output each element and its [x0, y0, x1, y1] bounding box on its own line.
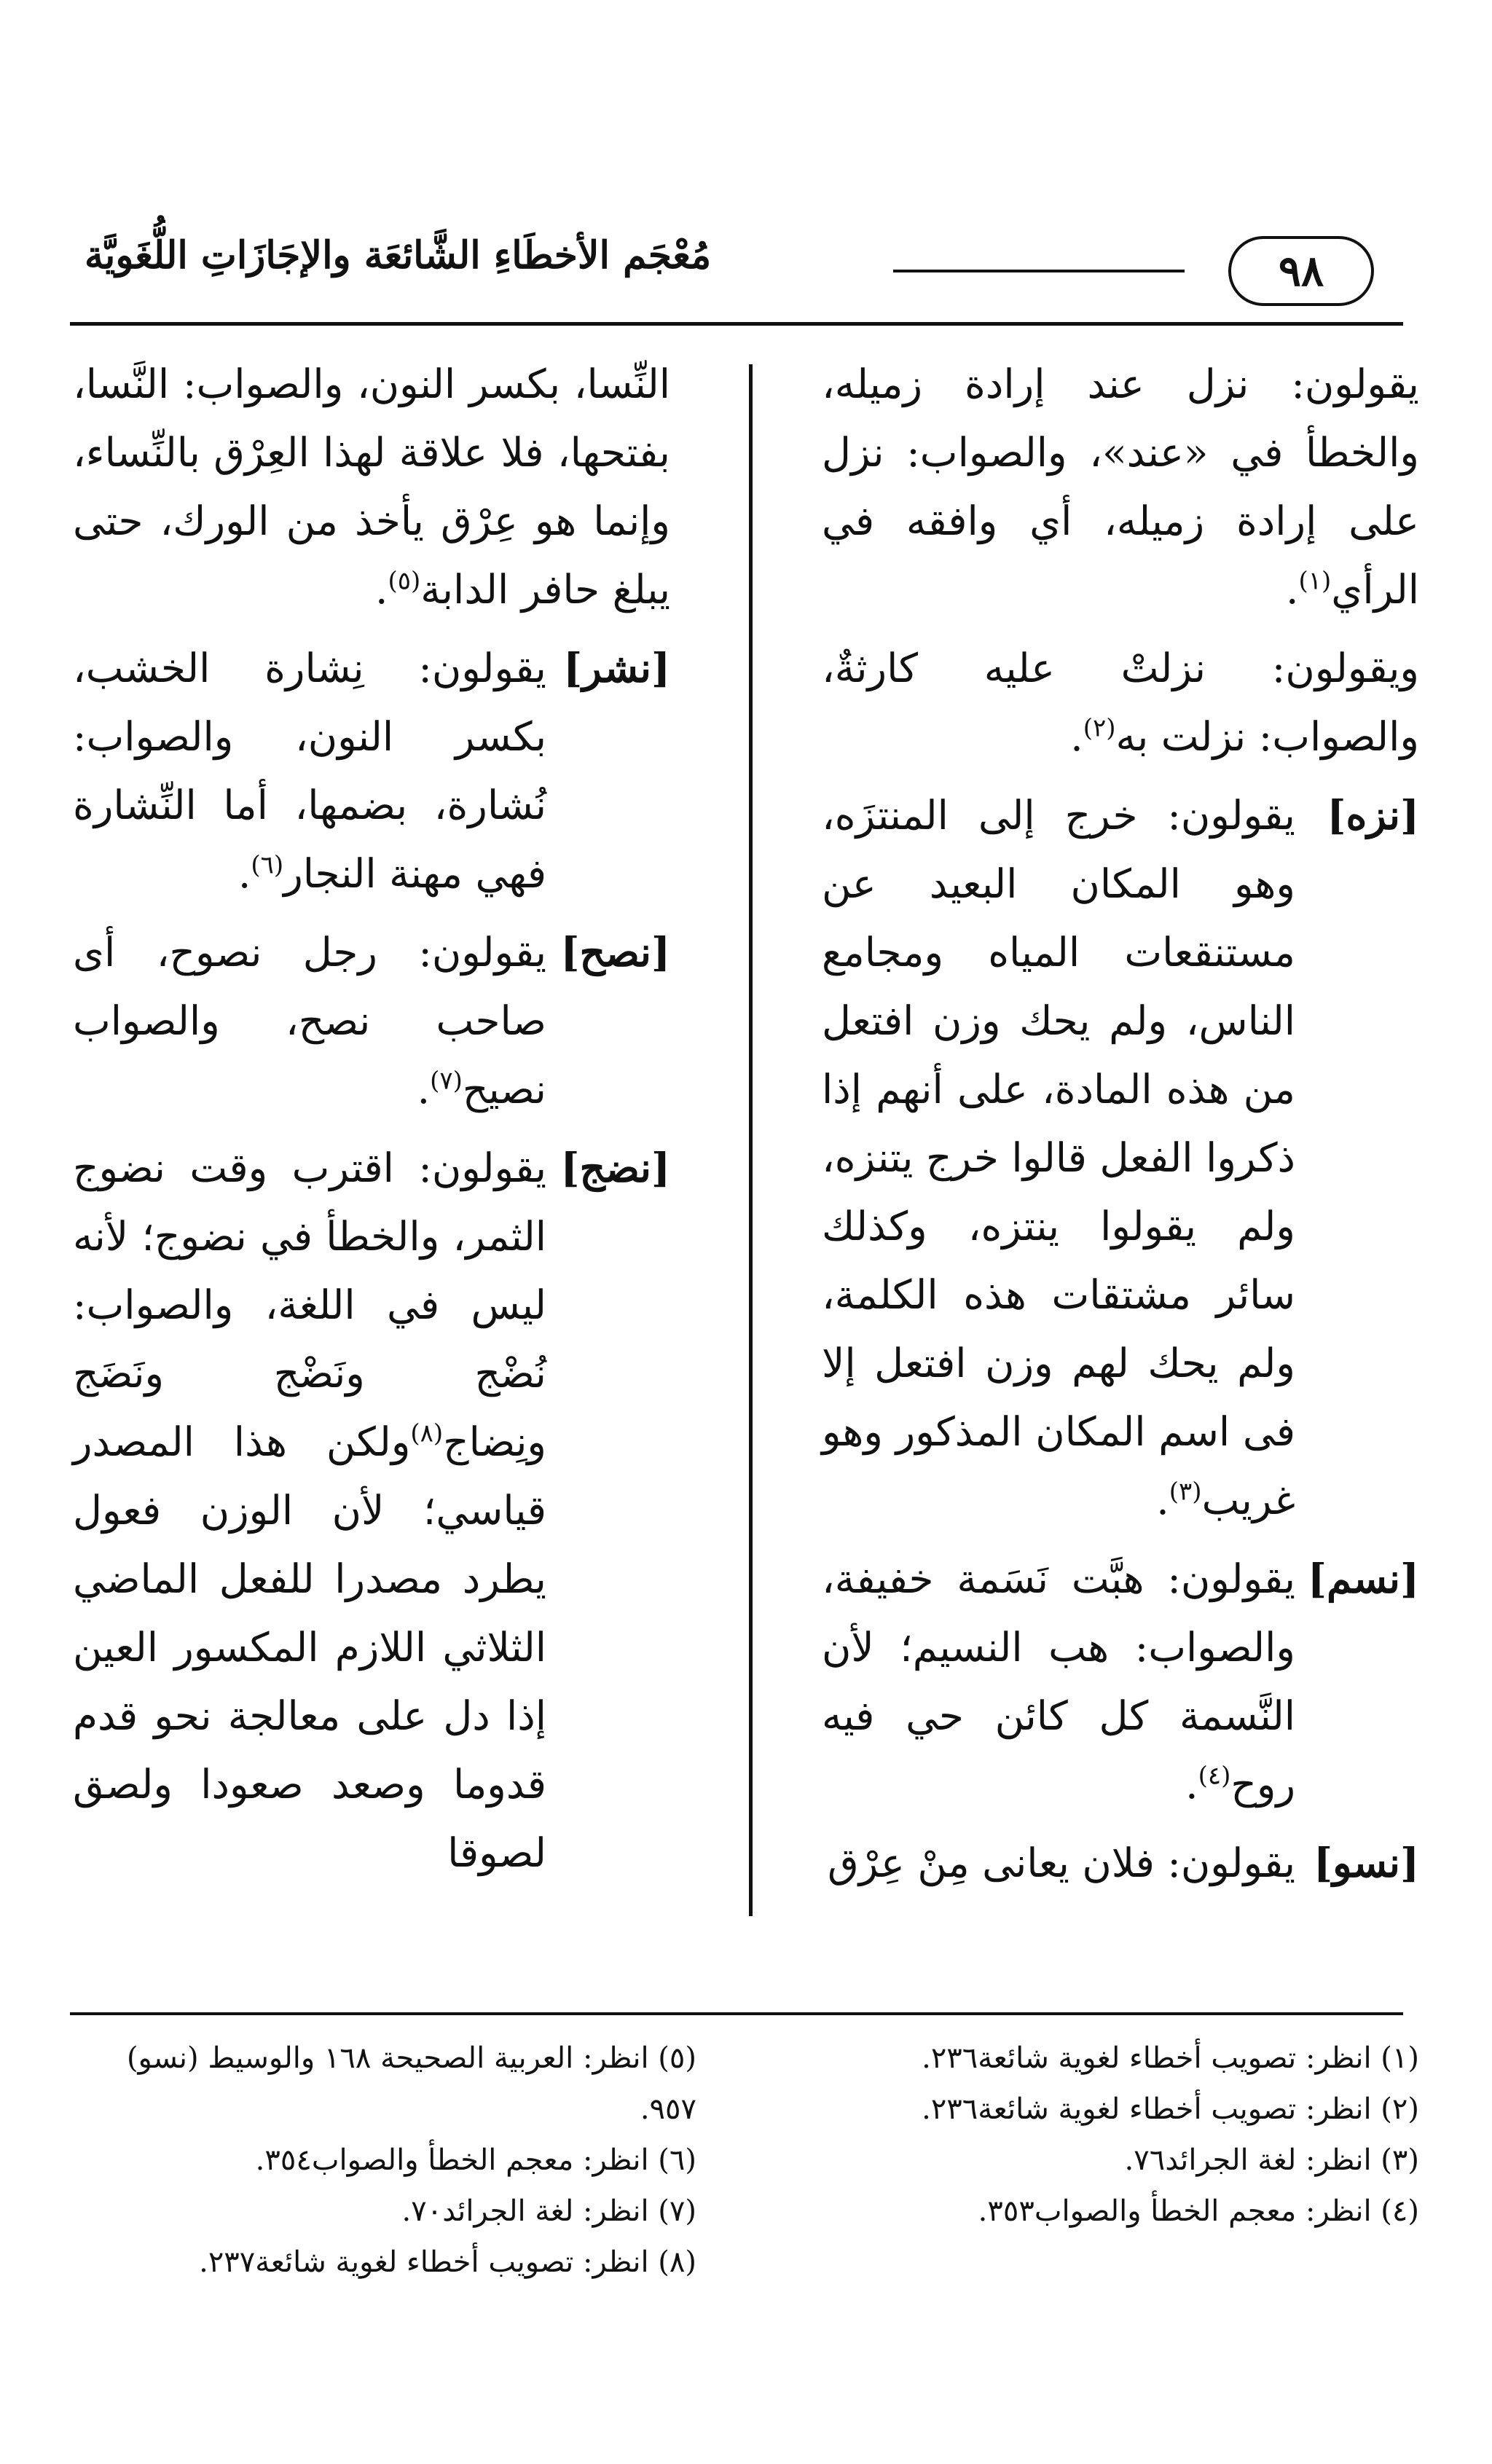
entry-text: ويقولون: نزلتْ عليه كارثةٌ، والصواب: نزلت به — [822, 645, 1419, 760]
footnote-ref: (٦) — [251, 850, 284, 880]
headword: [نصح] — [560, 928, 670, 976]
footnote: (٣) انظر: لغة الجرائد٧٦. — [1124, 2143, 1419, 2177]
entry-text: يقولون: هبَّت نَسَمة خفيفة، والصواب: هب النسيم؛ لأن النَّسمة كل كائن حي فيه روح — [822, 1555, 1295, 1808]
column-divider — [749, 364, 753, 1916]
page-number: ٩٨ — [1228, 236, 1374, 306]
entry-text: يقولون: نِشارة الخشب، بكسر النون، والصواب: نُشارة، بضمها، أما النِّشارة فهي مهنة النجار — [73, 645, 546, 897]
footnote: (١) انظر: تصويب أخطاء لغوية شائعة٢٣٦. — [922, 2041, 1419, 2075]
entry-text: يقولون: نزل عند إرادة زميله، والخطأ في «عند»، والصواب: نزل على إرادة زميله، أي وافقه في الرأي — [822, 361, 1419, 613]
footnote-ref: (٨) — [410, 1419, 444, 1448]
entry-after: . — [1185, 1761, 1198, 1808]
headword: [نسو] — [1314, 1839, 1419, 1886]
header-dash — [893, 270, 1185, 272]
right-column — [822, 350, 1419, 1907]
entry — [73, 918, 670, 1123]
entry-after: . — [1156, 1477, 1169, 1523]
entry-text: يقولون: رجل نصوح، أى صاحب نصح، والصواب نصيح — [73, 929, 546, 1113]
footnote-ref: (٣) — [1169, 1477, 1202, 1507]
footnote-ref: (٧) — [430, 1066, 463, 1096]
entry-text: يقولون: اقترب وقت نضوج الثمر، والخطأ في نضوج؛ لأنه ليس في اللغة، والصواب: نُضْج ونَضْج ونَضَج ونِضاج — [73, 1145, 546, 1465]
entry-after: . — [237, 850, 251, 897]
entry-after: . — [1286, 566, 1299, 613]
footnote: (٦) انظر: معجم الخطأ والصواب٣٥٤. — [255, 2143, 696, 2177]
footnotes-right — [793, 2033, 1419, 2237]
footnote: (٤) انظر: معجم الخطأ والصواب٣٥٣. — [978, 2194, 1419, 2228]
footnote-ref: (٤) — [1198, 1761, 1231, 1791]
footnote-ref: (٢) — [1083, 713, 1116, 743]
footnote: (٧) انظر: لغة الجرائد٧٠. — [401, 2194, 696, 2228]
footnote: (٨) انظر: تصويب أخطاء لغوية شائعة٢٣٧. — [199, 2245, 696, 2279]
book-title: مُعْجَم الأخطَاءِ الشَّائعَة والإجَازَاتِ اللُّغَويَّة — [85, 233, 712, 278]
entry-after: ولكن هذا المصدر قياسي؛ لأن الوزن فعول يطرد مصدرا للفعل الماضي الثلاثي اللازم المكسور العين إذا دل على معالجة نحو قدم قدوما وصعد صعودا ولصق لصوقا — [73, 1419, 546, 1876]
page-header — [70, 219, 1403, 321]
footnote-ref: (٥) — [388, 566, 421, 596]
entry-text: يقولون: فلان يعانى مِنْ عِرْق — [828, 1840, 1295, 1886]
footnote: (٢) انظر: تصويب أخطاء لغوية شائعة٢٣٦. — [922, 2092, 1419, 2126]
headword: [نسم] — [1307, 1555, 1419, 1602]
entry — [822, 1829, 1419, 1897]
entry — [73, 350, 670, 624]
entry — [822, 1545, 1419, 1818]
entry-after: . — [417, 1066, 431, 1113]
entry — [73, 1134, 670, 1887]
entry-text: النِّسا، بكسر النون، والصواب: النَّسا، بفتحها، فلا علاقة لهذا العِرْق بالنِّساء، وإنما هو عِرْق يأخذ من الورك، حتى يبلغ حافر الدابة — [73, 361, 670, 613]
entry — [822, 634, 1419, 771]
entry-text: يقولون: خرج إلى المنتزَه، وهو المكان البعيد عن مستنقعات المياه ومجامع الناس، ولم يحك وزن افتعل من هذه المادة، على أنهم إذا ذكروا الفعل قالوا خرج يتنزه، ولم يقولوا ينتزه، وكذلك سائر مشتقات هذه الكلمة، ولم يحك لهم وزن افتعل إلا فى اسم المكان المذكور وهو غريب — [822, 792, 1295, 1523]
headword: [نزه] — [1327, 791, 1419, 839]
entry — [73, 634, 670, 908]
entry-after: . — [374, 566, 388, 613]
header-rule — [70, 322, 1403, 326]
headword: [نشر] — [563, 644, 670, 691]
footnote-ref: (١) — [1298, 566, 1332, 596]
footnote: (٥) انظر: العربية الصحيحة ١٦٨ والوسيط (نسو) ٩٥٧. — [126, 2041, 696, 2126]
entry — [822, 350, 1419, 624]
footnote-rule — [70, 2012, 1403, 2015]
entry — [822, 781, 1419, 1534]
footnotes-left — [70, 2033, 696, 2288]
headword: [نضج] — [560, 1144, 670, 1191]
left-column — [73, 350, 670, 1897]
entry-after: . — [1070, 713, 1083, 760]
